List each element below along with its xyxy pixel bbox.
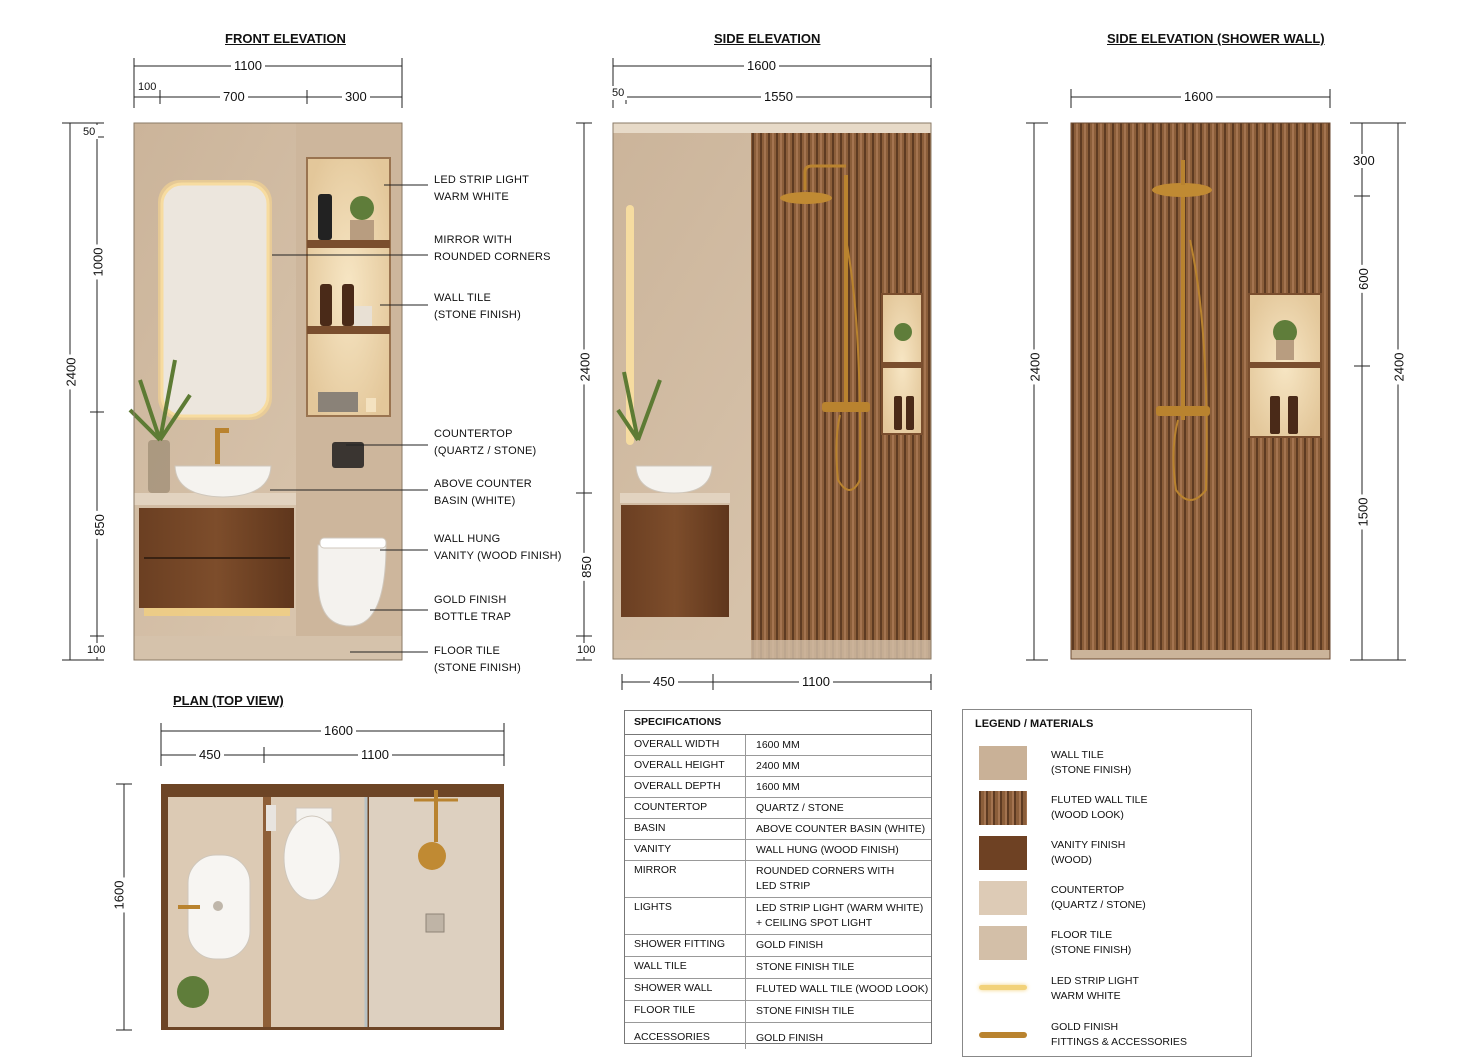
- mirror: [162, 184, 268, 416]
- front-counter-height: 850: [93, 511, 107, 539]
- spec-value: STONE FINISH TILE: [756, 1005, 855, 1017]
- spec-row: [625, 979, 931, 1001]
- spec-row: [625, 798, 931, 819]
- legend-title: LEGEND / MATERIALS: [975, 718, 1094, 730]
- front-left-gap: 100: [135, 80, 159, 94]
- legend-item: [979, 972, 1239, 1008]
- callout-vanity: WALL HUNG VANITY (WOOD FINISH): [434, 533, 562, 562]
- callout-bottle-trap: GOLD FINISH BOTTLE TRAP: [434, 594, 512, 623]
- legend-label: WALL TILE (STONE FINISH): [1051, 749, 1132, 776]
- side-height: 2400: [578, 350, 592, 385]
- spec-key: LIGHTS: [625, 898, 746, 934]
- flush-plate: [332, 442, 364, 468]
- spec-key: OVERALL HEIGHT: [625, 756, 746, 776]
- side-inner-width: 1550: [761, 90, 796, 104]
- front-vanity-width: 700: [220, 90, 248, 104]
- callout-wall-tile: WALL TILE (STONE FINISH): [434, 292, 521, 321]
- side-shower-depth: 1100: [799, 675, 833, 689]
- plan-view: [161, 784, 504, 1030]
- front-elevation: [130, 123, 402, 660]
- spec-value: LED STRIP LIGHT (WARM WHITE) + CEILING SPOT LIGHT: [756, 902, 924, 929]
- spec-key: OVERALL DEPTH: [625, 777, 746, 797]
- side-bottom-gap: 100: [574, 643, 598, 657]
- spec-key: FLOOR TILE: [625, 1001, 746, 1022]
- shower-wall-elevation: [1071, 123, 1330, 659]
- side-vanity-depth: 450: [650, 675, 678, 689]
- plan-total-width: 1600: [321, 724, 356, 738]
- side-counter-height: 850: [580, 553, 594, 581]
- spec-row: [625, 840, 931, 861]
- side-total-width: 1600: [744, 59, 779, 73]
- spec-value: QUARTZ / STONE: [756, 802, 844, 814]
- led-strip-swatch: [979, 985, 1027, 990]
- front-bottom-gap: 100: [84, 643, 108, 657]
- legend-label: LED STRIP LIGHT WARM WHITE: [1051, 975, 1139, 1002]
- specifications-title: SPECIFICATIONS: [625, 711, 931, 735]
- countertop-swatch: [979, 881, 1027, 915]
- spec-value: STONE FINISH TILE: [756, 961, 855, 973]
- shower-height-left: 2400: [1028, 350, 1042, 385]
- shower-niche: 600: [1357, 265, 1371, 293]
- side-elevation-title: SIDE ELEVATION: [714, 31, 821, 46]
- spec-key: COUNTERTOP: [625, 798, 746, 818]
- plan-shower: 1100: [358, 748, 392, 762]
- spec-row: [625, 756, 931, 777]
- spec-key: VANITY: [625, 840, 746, 860]
- front-elevation-title: FRONT ELEVATION: [225, 31, 346, 46]
- spec-key: SHOWER WALL: [625, 979, 746, 1000]
- front-top-gap: 50: [80, 125, 98, 139]
- floor-tile-swatch: [979, 926, 1027, 960]
- shower-height-right: 2400: [1392, 350, 1406, 385]
- spec-value: ABOVE COUNTER BASIN (WHITE): [756, 823, 926, 835]
- callout-led-strip: LED STRIP LIGHT WARM WHITE: [434, 174, 530, 203]
- front-mirror-height: 1000: [91, 245, 105, 280]
- spec-row: [625, 735, 931, 756]
- vanity-wood-swatch: [979, 836, 1027, 870]
- legend-label: VANITY FINISH (WOOD): [1051, 839, 1126, 866]
- legend-label: GOLD FINISH FITTINGS & ACCESSORIES: [1051, 1021, 1187, 1048]
- specifications-table: [624, 710, 932, 1044]
- shower-width: 1600: [1181, 90, 1216, 104]
- side-left-gap: 50: [609, 86, 627, 100]
- legend-item: [979, 791, 1239, 827]
- front-height: 2400: [64, 355, 78, 390]
- legend-label: COUNTERTOP (QUARTZ / STONE): [1051, 884, 1146, 911]
- callout-floor-tile: FLOOR TILE (STONE FINISH): [434, 645, 521, 674]
- front-total-width: 1100: [231, 59, 265, 73]
- legend-item: [979, 1018, 1239, 1054]
- spec-key: WALL TILE: [625, 957, 746, 978]
- spec-row: [625, 861, 931, 898]
- spec-value: GOLD FINISH: [756, 939, 824, 951]
- plan-depth: 1600: [112, 878, 126, 913]
- front-niche-width: 300: [342, 90, 370, 104]
- spec-row: [625, 957, 931, 979]
- spec-key: MIRROR: [625, 861, 746, 897]
- spec-key: BASIN: [625, 819, 746, 839]
- legend-item: [979, 836, 1239, 872]
- spec-row: [625, 777, 931, 798]
- spec-row: [625, 935, 931, 957]
- wall-tile-swatch: [979, 746, 1027, 780]
- side-elevation: [613, 123, 931, 659]
- legend-item: [979, 881, 1239, 917]
- spec-row: [625, 819, 931, 840]
- legend-item: [979, 926, 1239, 962]
- spec-value: 1600 MM: [756, 739, 800, 751]
- plan-vanity: 450: [196, 748, 224, 762]
- legend-label: FLUTED WALL TILE (WOOD LOOK): [1051, 794, 1148, 821]
- callout-basin: ABOVE COUNTER BASIN (WHITE): [434, 478, 532, 507]
- spec-value: 1600 MM: [756, 781, 800, 793]
- shower-top: 300: [1350, 154, 1378, 168]
- shower-bottom: 1500: [1356, 495, 1370, 530]
- spec-row: [625, 1023, 931, 1049]
- spec-value: ROUNDED CORNERS WITH LED STRIP: [756, 865, 895, 892]
- spec-key: ACCESSORIES: [625, 1023, 746, 1049]
- shower-wall-elevation-title: SIDE ELEVATION (SHOWER WALL): [1107, 31, 1325, 46]
- spec-value: WALL HUNG (WOOD FINISH): [756, 844, 899, 856]
- fluted-tile-swatch: [979, 791, 1027, 825]
- callout-countertop: COUNTERTOP (QUARTZ / STONE): [434, 428, 537, 457]
- plan-title: PLAN (TOP VIEW): [173, 693, 284, 708]
- legend-item: [979, 746, 1239, 782]
- spec-value: GOLD FINISH: [756, 1032, 824, 1044]
- spec-row: [625, 898, 931, 935]
- gold-finish-swatch: [979, 1032, 1027, 1038]
- legend-materials: [962, 709, 1252, 1057]
- spec-value: FLUTED WALL TILE (WOOD LOOK): [756, 983, 929, 995]
- spec-key: SHOWER FITTING: [625, 935, 746, 956]
- callout-mirror: MIRROR WITH ROUNDED CORNERS: [434, 234, 551, 263]
- spec-value: 2400 MM: [756, 760, 800, 772]
- spec-key: OVERALL WIDTH: [625, 735, 746, 755]
- spec-row: [625, 1001, 931, 1023]
- legend-label: FLOOR TILE (STONE FINISH): [1051, 929, 1132, 956]
